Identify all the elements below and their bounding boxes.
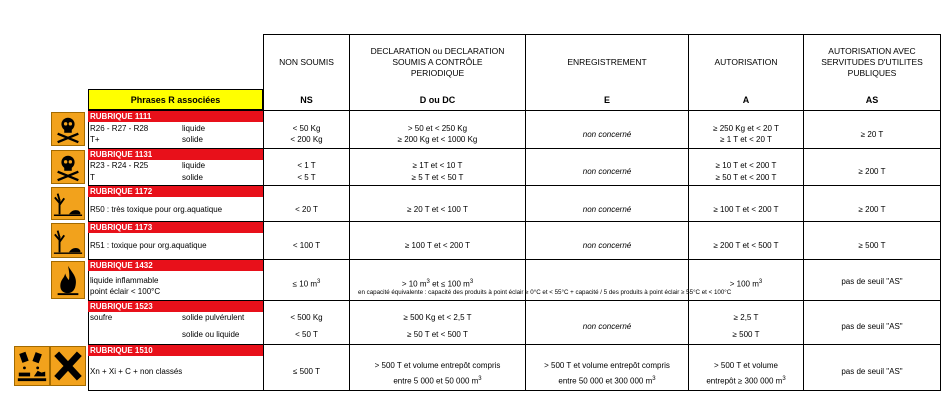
a-value: ≥ 200 T et < 500 T: [713, 241, 779, 250]
code-d: D ou DC: [419, 95, 456, 105]
unit-exponent: 3: [469, 279, 474, 285]
rubrique-label: RUBRIQUE 1131: [88, 149, 263, 160]
ns-value: < 100 T: [292, 241, 321, 250]
corrosive-icon: [14, 346, 50, 386]
a-value: ≥ 50 T et < 200 T: [715, 173, 777, 182]
state-label: liquide: [182, 124, 206, 133]
state-label: solide: [182, 173, 203, 182]
d-value: ≥ 5 T et < 50 T: [411, 173, 464, 182]
rubrique-label: RUBRIQUE 1172: [88, 186, 263, 197]
header-declaration: [350, 40, 525, 84]
d-value: ≥ 50 T et < 500 T: [407, 330, 468, 339]
skull-crossbones-icon: [51, 150, 85, 184]
a-value: ≥ 100 T et < 200 T: [713, 205, 779, 214]
a-value-text: entrepôt ≥ 300 000 m: [706, 376, 783, 386]
grid-line: [263, 34, 941, 35]
header-autorisation-servitudes: [804, 40, 940, 84]
header-label: AUTORISATION: [714, 56, 778, 67]
a-value: > 500 T et volume: [714, 361, 778, 370]
ns-value: < 500 Kg: [290, 313, 323, 322]
as-value: ≥ 20 T: [860, 130, 884, 139]
as-value: pas de seuil "AS": [841, 367, 903, 376]
e-value: non concerné: [582, 205, 632, 214]
ns-value: < 5 T: [297, 173, 316, 182]
e-value: non concerné: [582, 130, 632, 139]
rubrique-label: RUBRIQUE 1173: [88, 222, 263, 233]
d-value: [350, 374, 525, 387]
d-value-text: entre 5 000 et 50 000 m: [393, 376, 479, 386]
r-phrases: Xn + Xi + C + non classés: [90, 367, 183, 376]
d-value: ≥ 500 Kg et < 2,5 T: [403, 313, 472, 322]
d-value: ≥ 20 T et < 100 T: [407, 205, 468, 214]
skull-crossbones-icon: [51, 112, 85, 146]
ns-value: < 200 Kg: [290, 135, 323, 144]
r-phrases: R50 : très toxique pour org.aquatique: [90, 205, 223, 214]
environment-hazard-icon: [51, 223, 85, 258]
d-value: ≥ 100 T et < 200 T: [404, 241, 471, 250]
r-phrases: liquide inflammable: [90, 276, 159, 285]
state-label: liquide: [182, 161, 206, 170]
a-value: ≥ 1 T et < 20 T: [720, 135, 772, 144]
d-value-text: et ≤ 100 m: [429, 279, 470, 289]
unit-exponent: 3: [652, 376, 656, 382]
header-label: NON SOUMIS: [279, 56, 334, 67]
a-value: ≥ 250 Kg et < 20 T: [713, 124, 779, 133]
header-label: AUTORISATION AVEC: [828, 45, 916, 56]
state-label: solide ou liquide: [182, 330, 240, 339]
e-value: non concerné: [582, 167, 632, 176]
as-value: ≥ 200 T: [858, 167, 886, 176]
code-ns: NS: [300, 95, 313, 105]
a-value: ≥ 2,5 T: [733, 313, 759, 322]
e-value: [526, 374, 688, 387]
d-value-text: > 10 m: [401, 279, 427, 289]
state-label: solide pulvérulent: [182, 313, 245, 322]
a-value: [689, 277, 803, 290]
code-e: E: [603, 95, 610, 105]
ns-value: < 50 T: [295, 330, 318, 339]
a-value: ≥ 10 T et < 200 T: [715, 161, 777, 170]
header-autorisation: [689, 40, 803, 84]
phrases-r-header: [88, 89, 263, 110]
e-value: non concerné: [582, 322, 632, 331]
unit-exponent: 3: [426, 279, 430, 285]
r-phrases: R26 - R27 - R28: [90, 124, 149, 133]
harmful-cross-icon: [50, 346, 86, 386]
header-non-soumis: [264, 40, 349, 84]
a-value-text: > 100 m: [729, 279, 759, 289]
r-phrases: soufre: [90, 313, 113, 322]
ns-value: < 1 T: [297, 161, 316, 170]
state-label: solide: [182, 135, 203, 144]
ns-value-text: ≤ 10 m: [292, 279, 318, 289]
e-value: non concerné: [582, 241, 632, 250]
a-value: [689, 374, 803, 387]
code-a: A: [742, 95, 750, 105]
header-label: DECLARATION ou DECLARATION: [370, 45, 505, 56]
rubrique-label: RUBRIQUE 1510: [88, 345, 263, 356]
header-label: ENREGISTREMENT: [567, 56, 647, 67]
rubrique-label: RUBRIQUE 1111: [88, 111, 263, 122]
r-phrases: point éclair < 100°C: [90, 287, 161, 296]
header-label: SOUMIS A CONTRÔLE: [392, 56, 483, 67]
rubrique-label: RUBRIQUE 1432: [88, 260, 263, 271]
grid-line: [88, 390, 941, 391]
as-value: pas de seuil "AS": [841, 322, 903, 331]
ns-value: ≤ 500 T: [293, 367, 320, 376]
d-value: > 500 T et volume entrepôt compris: [374, 361, 501, 370]
r-class: T: [90, 173, 95, 182]
ns-value: [264, 277, 349, 290]
d-value: ≥ 200 Kg et < 1000 Kg: [397, 135, 478, 144]
e-value: > 500 T et volume entrepôt compris: [544, 361, 670, 370]
equivalence-note: en capacité équivalente : capacité des produits à point éclair ≥ 0°C et < 55°C + capacité / 5 des produits à point éclair ≥ 55°C et < 100°C: [358, 289, 732, 296]
header-label: SERVITUDES D'UTILITES: [821, 56, 923, 67]
as-value: ≥ 200 T: [858, 205, 886, 214]
header-enregistrement: [526, 40, 688, 84]
flame-icon: [51, 261, 85, 299]
environment-hazard-icon: [51, 187, 85, 220]
unit-exponent: 3: [758, 279, 763, 285]
r-phrases: R51 : toxique pour org.aquatique: [90, 241, 207, 250]
unit-exponent: 3: [782, 376, 786, 382]
d-value: > 50 et < 250 Kg: [407, 124, 468, 133]
header-label: PERIODIQUE: [410, 67, 465, 78]
as-value: ≥ 500 T: [858, 241, 886, 250]
a-value: ≥ 500 T: [732, 330, 760, 339]
ns-value: < 20 T: [295, 205, 318, 214]
unit-exponent: 3: [478, 376, 482, 382]
e-value-text: entre 50 000 et 300 000 m: [558, 376, 653, 386]
header-label: PUBLIQUES: [847, 67, 897, 78]
unit-exponent: 3: [317, 279, 321, 285]
r-phrases: R23 - R24 - R25: [90, 161, 149, 170]
code-as: AS: [865, 95, 879, 105]
ns-value: < 50 Kg: [292, 124, 321, 133]
phrases-r-label: Phrases R associées: [130, 94, 221, 105]
d-value: ≥ 1T et < 10 T: [412, 161, 463, 170]
r-class: T+: [90, 135, 100, 144]
as-value: pas de seuil "AS": [841, 277, 903, 286]
rubrique-label: RUBRIQUE 1523: [88, 301, 263, 312]
grid-line: [940, 34, 941, 390]
